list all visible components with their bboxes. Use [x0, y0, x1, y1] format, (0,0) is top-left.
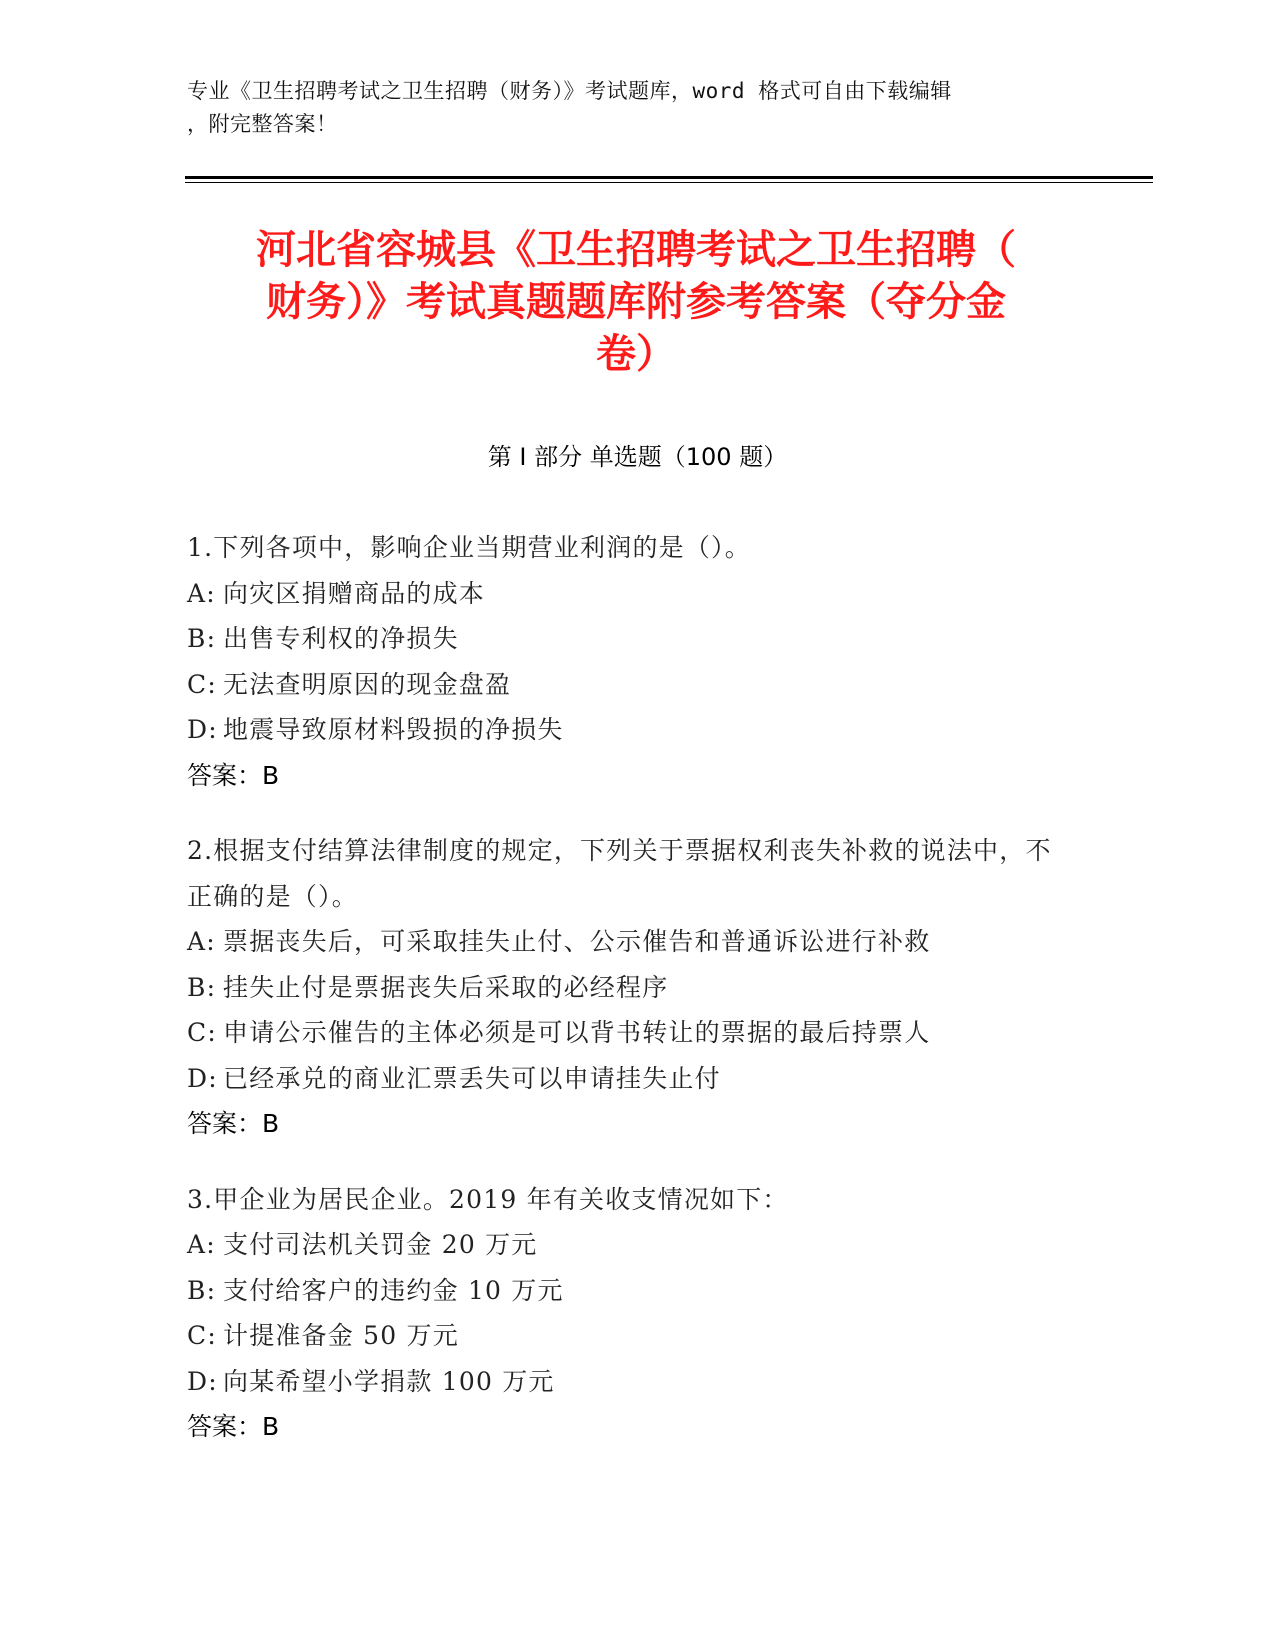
option-key: D: — [187, 1366, 218, 1396]
header-line-2: ，附完整答案！ — [187, 112, 338, 136]
option-key: B: — [187, 624, 217, 653]
option-text: 申请公示催告的主体必须是可以背书转让的票据的最后持票人 — [223, 1018, 931, 1047]
option-d — [187, 1056, 1067, 1102]
section-heading: 第 I 部分 单选题（100 题） — [487, 443, 788, 471]
option-key: D: — [187, 1063, 218, 1093]
option-a — [187, 1222, 1067, 1268]
title-line-3: 卷） — [596, 331, 676, 377]
header-rule-thick — [185, 176, 1153, 179]
option-a — [187, 919, 1067, 965]
question-list — [187, 525, 1067, 1480]
option-text: 地震导致原材料毁损的净损失 — [223, 715, 564, 744]
option-text: 向灾区捐赠商品的成本 — [223, 578, 486, 608]
question-stem: 1.下列各项中，影响企业当期营业利润的是（）。 — [187, 533, 751, 562]
question-2 — [187, 828, 1067, 1147]
option-text: 向某希望小学捐款 100 万元 — [223, 1366, 555, 1396]
option-text: 票据丧失后，可采取挂失止付、公示催告和普通诉讼进行补救 — [223, 927, 931, 956]
option-text: 无法查明原因的现金盘盈 — [223, 669, 512, 699]
option-key: C: — [187, 1018, 217, 1047]
title-line-2: 财务）》考试真题题库附参考答案（夺分金 — [266, 279, 1006, 325]
option-key: B: — [187, 1275, 217, 1305]
option-a — [187, 571, 1067, 617]
answer-line: 答案：B — [187, 1412, 280, 1441]
answer-line: 答案：B — [187, 1109, 280, 1138]
option-key: D: — [187, 715, 218, 744]
document-title — [185, 224, 1087, 380]
page-header-note — [187, 75, 1067, 141]
title-line-1: 河北省容城县《卫生招聘考试之卫生招聘（ — [256, 227, 1016, 273]
option-b — [187, 965, 1067, 1011]
option-c — [187, 662, 1067, 708]
option-b — [187, 616, 1067, 662]
option-key: A: — [187, 927, 216, 956]
option-text: 挂失止付是票据丧失后采取的必经程序 — [223, 972, 669, 1002]
header-rule-thin — [185, 182, 1153, 183]
option-text: 计提准备金 50 万元 — [223, 1321, 459, 1350]
header-line-1: 专业《卫生招聘考试之卫生招聘（财务）》考试题库，word 格式可自由下载编辑 — [187, 79, 952, 103]
option-key: C: — [187, 1321, 217, 1350]
option-c — [187, 1010, 1067, 1056]
option-key: A: — [187, 1230, 216, 1259]
option-text: 已经承兑的商业汇票丢失可以申请挂失止付 — [223, 1063, 721, 1093]
option-d — [187, 707, 1067, 753]
option-c — [187, 1313, 1067, 1359]
option-b — [187, 1268, 1067, 1314]
option-key: B: — [187, 972, 217, 1002]
option-key: A: — [187, 578, 216, 608]
option-d — [187, 1359, 1067, 1405]
question-3 — [187, 1177, 1067, 1450]
option-text: 出售专利权的净损失 — [223, 624, 459, 653]
option-text: 支付给客户的违约金 10 万元 — [223, 1275, 564, 1305]
question-stem: 3.甲企业为居民企业。2019 年有关收支情况如下： — [187, 1184, 789, 1214]
option-key: C: — [187, 669, 217, 699]
answer-line: 答案：B — [187, 760, 280, 790]
option-text: 支付司法机关罚金 20 万元 — [223, 1230, 538, 1259]
question-stem: 2.根据支付结算法律制度的规定，下列关于票据权利丧失补救的说法中，不正确的是（）。 — [187, 836, 1052, 911]
question-1 — [187, 525, 1067, 798]
